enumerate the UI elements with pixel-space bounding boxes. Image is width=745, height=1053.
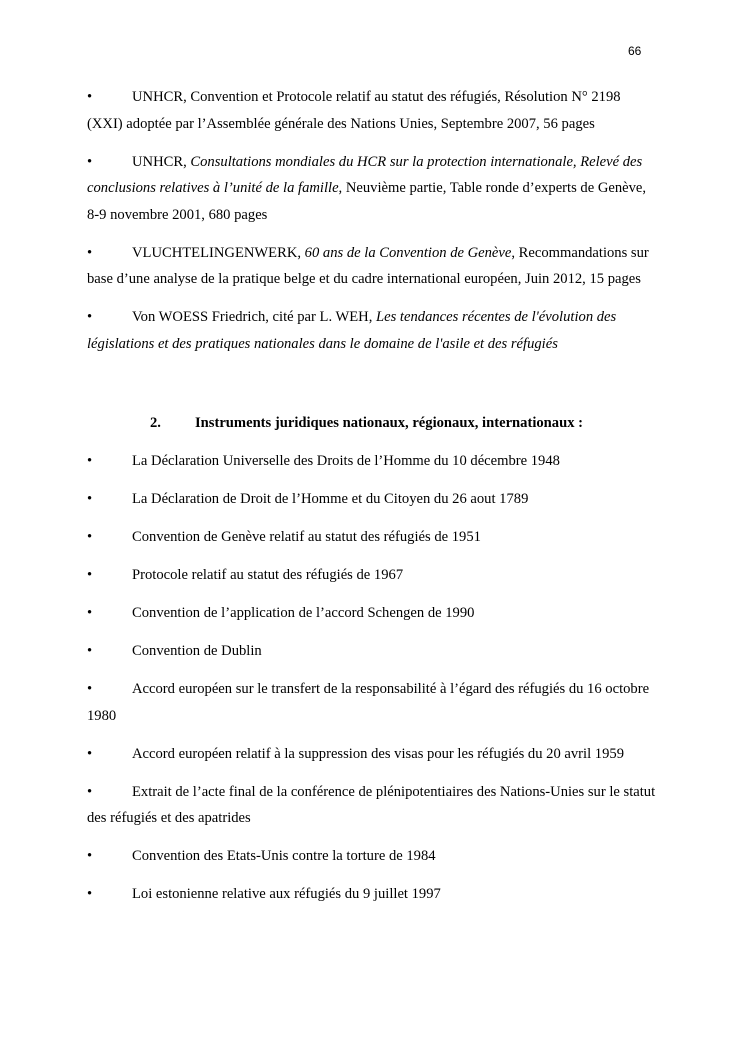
instrument-entry [87, 843, 659, 870]
reference-author: UNHCR, [132, 153, 191, 170]
bullet: • [87, 309, 93, 325]
instrument-entry [87, 779, 659, 832]
bullet: • [87, 153, 93, 170]
instrument-text: Convention de l’application de l’accord Schengen de 1990 [132, 605, 475, 621]
instrument-text: Convention de Dublin [132, 643, 262, 659]
bullet: • [87, 848, 93, 864]
instrument-entry [87, 741, 659, 768]
bullet: • [87, 453, 93, 469]
bullet: • [87, 643, 93, 659]
bullet: • [87, 89, 93, 105]
bullet: • [87, 605, 93, 621]
reference-text: UNHCR, Convention et Protocole relatif au statut des réfugiés, Résolution N° 2198 (XXI) adoptée par l’Assemblée générale des Nations Unies, Septembre 2007, 56 pages [87, 89, 621, 132]
instrument-entry [87, 600, 659, 627]
instrument-text: Accord européen relatif à la suppression des visas pour les réfugiés du 20 avril 1959 [132, 745, 624, 762]
reference-author: VLUCHTELINGENWERK, [132, 244, 305, 261]
reference-entry [87, 149, 659, 229]
bullet: • [87, 783, 93, 800]
document-body [87, 84, 659, 919]
reference-entry [87, 240, 659, 293]
bullet: • [87, 491, 93, 507]
instrument-entry [87, 676, 659, 729]
reference-entry [87, 304, 659, 357]
reference-entry [87, 84, 659, 137]
reference-details: Neuvième partie, Table ronde d’experts de Genève, 8-9 novembre 2001, 680 pages [87, 180, 647, 223]
instrument-entry [87, 881, 659, 908]
instrument-text: Protocole relatif au statut des réfugiés de 1967 [132, 567, 404, 583]
reference-title: Les tendances récentes de l'évolution des législations et des pratiques nationales dans le domaine de l'asile et des réfugiés [87, 309, 617, 352]
instrument-text: Convention des Etats-Unis contre la torture de 1984 [132, 848, 436, 864]
instrument-text: Convention de Genève relatif au statut des réfugiés de 1951 [132, 529, 481, 545]
instrument-text: La Déclaration de Droit de l’Homme et du Citoyen du 26 aout 1789 [132, 491, 529, 507]
reference-title: Consultations mondiales du HCR sur la protection internationale, Relevé des conclusions relatives à l’unité de la famille, [87, 153, 643, 196]
bullet: • [87, 529, 93, 545]
instrument-entry [87, 524, 659, 551]
section-heading [87, 410, 659, 437]
bullet: • [87, 681, 93, 697]
bullet: • [87, 745, 93, 762]
instrument-entry [87, 562, 659, 589]
bullet: • [87, 886, 93, 902]
instrument-entry [87, 638, 659, 665]
instrument-text: La Déclaration Universelle des Droits de l’Homme du 10 décembre 1948 [132, 453, 560, 469]
instrument-text: Loi estonienne relative aux réfugiés du 9 juillet 1997 [132, 886, 441, 902]
instrument-entry [87, 448, 659, 475]
instrument-text: Accord européen sur le transfert de la responsabilité à l’égard des réfugiés du 16 octobre 1980 [87, 681, 650, 724]
section-title: Instruments juridiques nationaux, régionaux, internationaux : [195, 415, 584, 431]
reference-title: 60 ans de la Convention de Genève [304, 244, 512, 261]
bullet: • [87, 244, 93, 261]
reference-details: , Recommandations sur base d’une analyse de la pratique belge et du cadre international européen, Juin 2012, 15 pages [87, 244, 649, 287]
bullet: • [87, 567, 93, 583]
reference-author: Von WOESS Friedrich, cité par L. WEH, [132, 309, 377, 325]
instrument-entry [87, 486, 659, 513]
section-number: 2. [150, 415, 161, 431]
instrument-text: Extrait de l’acte final de la conférence de plénipotentiaires des Nations-Unies sur le statut des réfugiés et des apatrides [87, 783, 656, 826]
page-number: 66 [628, 44, 642, 58]
